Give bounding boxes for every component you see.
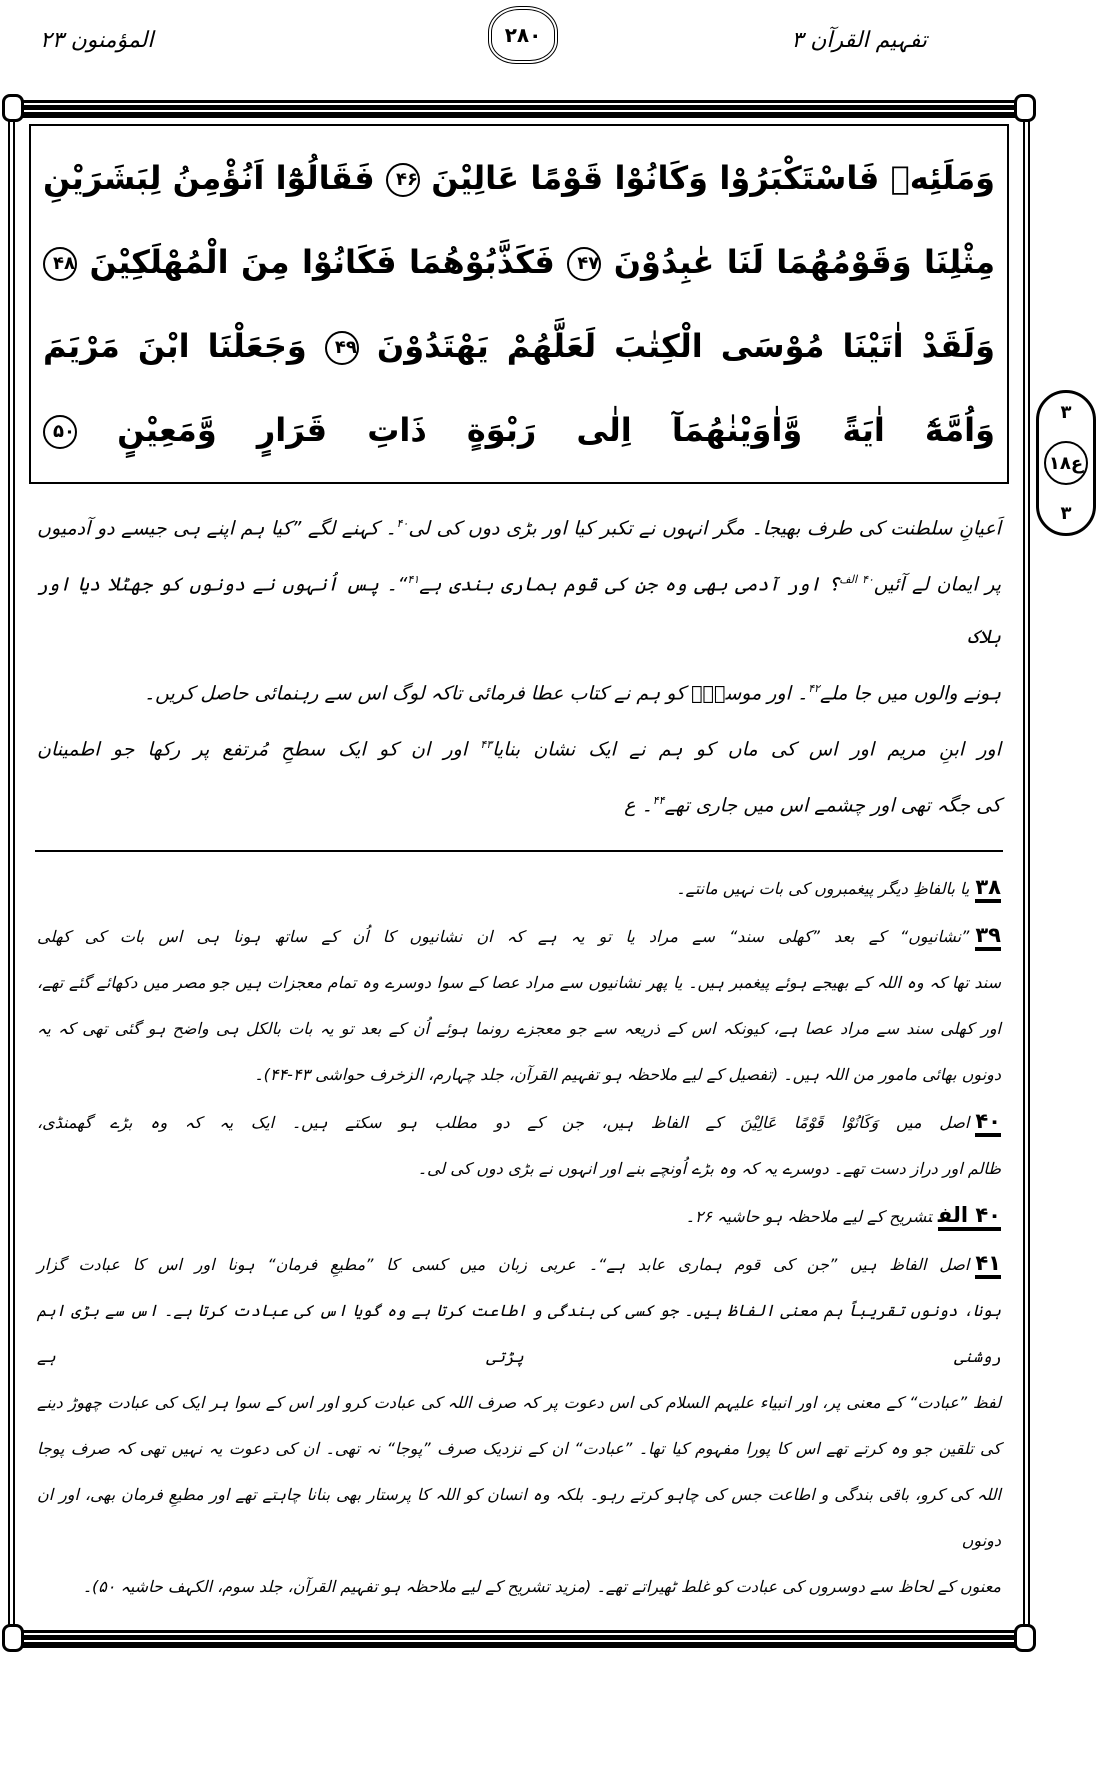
verse-text: وَاُمَّهٗٓ اٰيَةً وَّاٰوَيْنٰهُمَآ اِلٰى رَبْوَةٍ ذَاتِ قَرَارٍ وَّمَعِيْنٍ bbox=[117, 411, 996, 449]
footnote-line: سند تھا کہ وہ اللہ کے بھیجے ہوئے پیغمبر ہیں۔ یا پھر نشانیوں سے مراد عصا کے سوا دوسرے وہ تمام معجزات ہیں جو مصر میں دکھائے گئے تھے، bbox=[37, 972, 1001, 992]
text: اَعیانِ سلطنت کی طرف بھیجا۔ مگر انہوں نے تکبر کیا اور بڑی دوں کی لی bbox=[408, 517, 1001, 540]
ruku-bottom: ۳ bbox=[1060, 503, 1072, 524]
quran-line bbox=[43, 304, 995, 388]
footnote-text: اصل میں وَكَانُوْا قَوْمًا عَالِيْنَ کے الفاظ ہیں، جن کے دو مطلب ہو سکتے ہیں۔ ایک یہ کہ وہ بڑے گھمنڈی، bbox=[37, 1112, 970, 1132]
footnote-ref[interactable]: ۴۲ bbox=[808, 681, 820, 695]
verse-text: وَلَقَدْ اٰتَيْنَا مُوْسَى الْكِتٰبَ لَعَلَّهُمْ يَهْتَدُوْنَ bbox=[376, 327, 996, 365]
page-header bbox=[0, 0, 1107, 100]
quran-line bbox=[43, 220, 995, 304]
footnote-40 bbox=[37, 1098, 1001, 1146]
quran-verses-box bbox=[29, 124, 1009, 484]
footnote-text: اصل الفاظ ہیں ”جن کی قوم ہماری عابد ہے“۔ عربی زبان میں کسی کا ”مطیعِ فرمان“ ہونا اور اس کا عبادت گزار bbox=[37, 1254, 970, 1274]
footnotes bbox=[29, 864, 1009, 1610]
footnote-line: لفظ ”عبادت“ کے معنی پر، اور انبیاء علیہم السلام کی اس دعوت پر کہ صرف اللہ کی عبادت کرو اور اس کے سوا ہر ایک کی عبادت چھوڑ دینے bbox=[37, 1392, 1001, 1412]
footnote-ref[interactable]: ۴۱ bbox=[407, 573, 420, 587]
ayah-number-marker: ۴۹ bbox=[325, 331, 359, 365]
translation bbox=[29, 498, 1009, 832]
footnote-41 bbox=[37, 1240, 1001, 1288]
text: اور ابنِ مریم اور اس کی ماں کو ہم نے ایک نشان بنایا bbox=[492, 738, 1002, 761]
verse-text: وَمَلَئِهٖ فَاسْتَكْبَرُوْا وَكَانُوْا قَوْمًا عَالِيْنَ bbox=[431, 159, 996, 197]
quran-line bbox=[43, 388, 995, 472]
page-body bbox=[0, 100, 1107, 1648]
bottom-border-ornament bbox=[8, 1630, 1030, 1648]
footnote-text: تشریح کے لیے ملاحظہ ہو حاشیہ ۲۶۔ bbox=[685, 1206, 932, 1226]
text: کی جگہ تھی اور چشمے اس میں جاری تھے bbox=[664, 794, 1001, 817]
ruku-marker-ornament bbox=[1036, 390, 1096, 536]
footnote-line: کی تلقین جو وہ کرتے تھے اس کا پورا مفہوم کیا تھا۔ ”عبادت“ ان کے نزدیک صرف ”پوجا“ نہ تھی۔ ان کی دعوت یہ نہیں تھی کہ صرف پوجا bbox=[37, 1438, 1001, 1458]
footnote-text: ”نشانیوں“ کے بعد ”کھلی سند“ سے مراد یا تو یہ ہے کہ ان نشانیوں کا اُن کے ساتھ ہونا ہی اس بات کی کھلی bbox=[37, 926, 970, 946]
footnote-number: ۳۸ bbox=[975, 875, 1001, 903]
footnote-line: دونوں بھائی مامور من اللہ ہیں۔ (تفصیل کے لیے ملاحظہ ہو تفہیم القرآن، جلد چہارم، الزخرف حواشی ۴۳-۴۴)۔ bbox=[254, 1064, 1001, 1084]
footnote-number: ۴۰ الف bbox=[938, 1203, 1001, 1231]
verse-text: مِثْلِنَا وَقَوْمُهُمَا لَنَا عٰبِدُوْنَ bbox=[613, 243, 996, 281]
text: اور ان کو ایک سطحِ مُرتفع پر رکھا جو اطمینان bbox=[37, 738, 481, 761]
footnote-line: اللہ کی کرو، باقی بندگی و اطاعت جس کی چاہو کرتے رہو۔ بلکہ وہ انسان کو اللہ کا پرستار بھی بنانا چاہتے تھے اور مطیعِ فرمان بھی، اور ان دونوں bbox=[37, 1484, 1001, 1550]
text: ۔ کہنے لگے ”کیا ہم اپنے ہی جیسے دو آدمیوں bbox=[37, 517, 397, 540]
footnote-line: معنوں کے لحاظ سے دوسروں کی عبادت کو غلط ٹھیراتے تھے۔ (مزید تشریح کے لیے ملاحظہ ہو تفہیم القرآن، جلد سوم، الکہف حاشیہ ۵۰)۔ bbox=[82, 1576, 1001, 1596]
verse-text: فَكَذَّبُوْهُمَا فَكَانُوْا مِنَ الْمُهْلَكِيْنَ bbox=[89, 243, 555, 281]
translation-line bbox=[37, 498, 1001, 554]
footnote-ref[interactable]: ۴۰ bbox=[396, 517, 409, 530]
ruku-number: ع۱۸ bbox=[1044, 441, 1088, 485]
translation-line bbox=[37, 663, 1001, 719]
text: پر ایمان لے آئیں bbox=[873, 573, 1002, 596]
footnote-ref[interactable]: ۴۳ bbox=[480, 737, 493, 751]
footnote-40-alif bbox=[37, 1192, 1001, 1240]
footnote-39 bbox=[37, 912, 1001, 960]
footnote-divider bbox=[35, 850, 1003, 852]
verse-text: فَقَالُوْٓا اَنُؤْمِنُ لِبَشَرَيْنِ bbox=[43, 159, 375, 197]
footnote-line: اور کھلی سند سے مراد عصا ہے، کیونکہ اس کے ذریعہ سے جو معجزے رونما ہوئے اُن کے بعد تو یہ بات بالکل ہی واضح ہو گئی تھی کہ یہ bbox=[37, 1018, 1001, 1038]
footnote-number: ۴۱ bbox=[975, 1251, 1001, 1279]
quran-line bbox=[43, 136, 995, 220]
text: “۔ پس اُنہوں نے دونوں کو جھٹلا دیا اور ہلاک bbox=[37, 573, 1001, 648]
top-border-ornament bbox=[8, 100, 1030, 118]
footnote-line: ظالم اور دراز دست تھے۔ دوسرے یہ کہ وہ بڑے اُونچے بنے اور انہوں نے بڑی دوں کی لی۔ bbox=[417, 1158, 1001, 1178]
footnote-38 bbox=[37, 864, 1001, 912]
translation-line bbox=[37, 554, 1001, 662]
text: ۔ ع bbox=[624, 794, 653, 817]
footnote-ref[interactable]: ۴۴ bbox=[652, 794, 665, 808]
page-number-medallion: ۲۸۰ bbox=[488, 6, 558, 64]
footnote-ref[interactable]: ۴۰ الف bbox=[839, 573, 874, 587]
footnote-text: یا بالفاظِ دیگر پیغمبروں کی بات نہیں مانتے۔ bbox=[676, 878, 970, 898]
ayah-number-marker: ۴۸ bbox=[43, 247, 77, 281]
verse-text: وَجَعَلْنَا ابْنَ مَرْيَمَ bbox=[43, 327, 307, 365]
book-header: تفہیم القرآن ۳ bbox=[791, 28, 927, 53]
text: ۔ اور موسیٰؑ کو ہم نے کتاب عطا فرمائی تاکہ لوگ اس سے رہنمائی حاصل کریں۔ bbox=[143, 681, 809, 704]
ayah-number-marker: ۴۶ bbox=[386, 163, 420, 197]
text: ؟ اور آدمی بھی وہ جن کی قوم ہماری بندی ہے bbox=[419, 573, 840, 596]
translation-line bbox=[37, 719, 1001, 775]
ayah-number-marker: ۴۷ bbox=[567, 247, 601, 281]
footnote-line: ہونا، دونوں تقریباً ہم معنی الفاظ ہیں۔ جو کسی کی بندگی و اطاعت کرتا ہے وہ گویا اس کی عبادت کرتا ہے۔ اس سے بڑی اہم روشنی پڑتی ہے bbox=[37, 1300, 1001, 1366]
text: ہونے والوں میں جا ملے bbox=[819, 681, 1001, 704]
translation-line bbox=[37, 775, 1001, 831]
ruku-top: ۳ bbox=[1060, 402, 1072, 423]
footnote-number: ۳۹ bbox=[975, 923, 1001, 951]
ayah-number-marker: ۵۰ bbox=[43, 415, 77, 449]
surah-header: المؤمنون ۲۳ bbox=[40, 28, 154, 53]
footnote-number: ۴۰ bbox=[975, 1109, 1001, 1137]
page-frame bbox=[8, 118, 1030, 1630]
